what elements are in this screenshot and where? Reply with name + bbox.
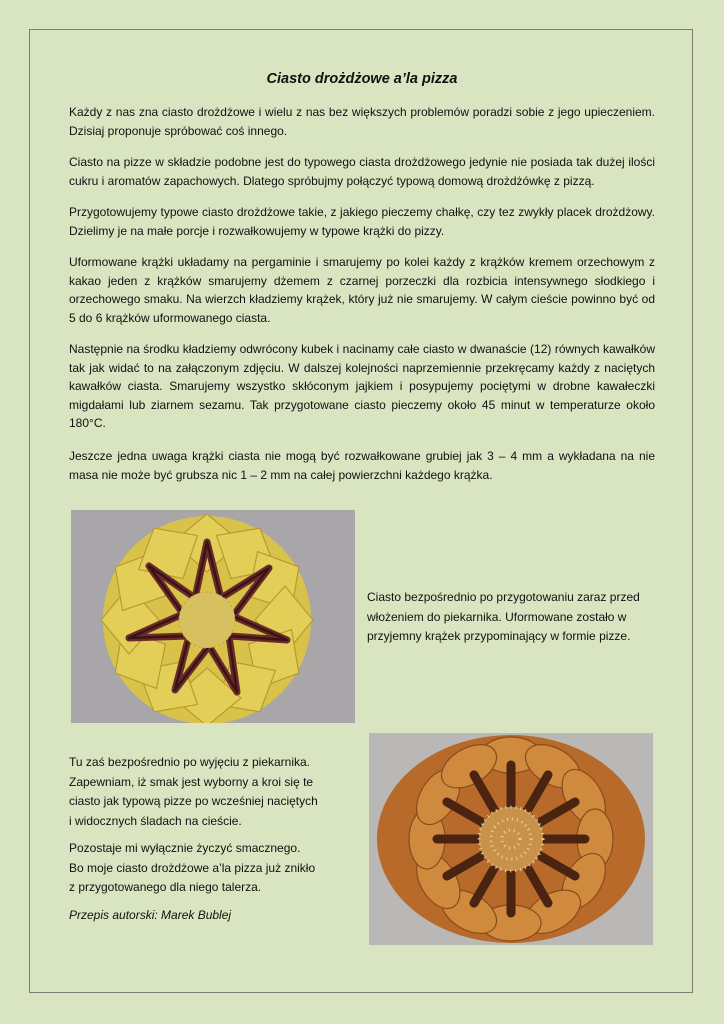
caption-line: włożeniem do piekarnika. Uformowane zostało w (367, 609, 627, 624)
paragraph-intro: Każdy z nas zna ciasto drożdżowe i wielu z nas bez większych problemów poradzi sobie z jego upieczeniem. Dzisiaj proponuje spróbować coś innego. (69, 105, 655, 138)
closing-line: Pozostaje mi wyłącznie życzyć smacznego. (69, 841, 301, 855)
caption-line: przyjemny krążek przypominający w formie pizze. (367, 629, 631, 643)
paragraph-note: Jeszcze jedna uwaga krążki ciasta nie mogą być rozwałkowane grubiej jak 3 – 4 mm a wykładana na nie masa nie może być grubsza nic 1 – 2 mm na całej powierzchni każdego krążka. (69, 449, 655, 482)
caption-after-baking (69, 753, 359, 831)
page-title: Ciasto drożdżowe a’la pizza (266, 71, 458, 87)
caption-line: ciasto jak typową pizze po wcześniej naciętych (69, 794, 318, 808)
caption-before-baking (367, 588, 667, 647)
caption-line: Ciasto bezpośrednio po przygotowaniu zaraz przed (367, 590, 640, 604)
paragraph-cutting: Następnie na środku kładziemy odwrócony kubek i nacinamy całe ciasto w dwanaście (12) równych kawałków tak jak widać to na załączonym zdjęciu. W dalszej kolejności naprzemiennie przekręcamy każdy z naciętych kawałków ciasta. Smarujemy wszystko skłóconym jajkiem i posypujemy pociętymi w drobne kawałeczki migdałami lub ziarnem sezamu. Tak przygotowane ciasto pieczemy około 45 minut w temperaturze około 180°C. (69, 342, 655, 431)
paragraph-layers: Uformowane krążki układamy na pergaminie i smarujemy po kolei każdy z krążków kremem orzechowym z kakao jeden z krążków smarujemy dżemem z czarnej porzeczki dla rozbicia intensywnego słodkiego i orzechowego smaku. Na wierzch kładziemy krążek, który już nie smarujemy. W całym cieście powinno być od 5 do 6 krążków uformowanego ciasta. (69, 255, 655, 325)
closing-line: Bo moje ciasto drożdżowe a’la pizza już znikło (69, 860, 316, 875)
photo-after-baking (369, 733, 653, 945)
paragraph-dough: Przygotowujemy typowe ciasto drożdżowe takie, z jakiego pieczemy chałkę, czy tez zwykły placek drożdżowy. Dzielimy je na małe porcje i rozwałkowujemy w typowe krążki do pizzy. (69, 205, 655, 238)
author-credit: Przepis autorski: Marek Bublej (69, 908, 232, 922)
closing-line: z przygotowanego dla niego talerza. (69, 880, 262, 894)
caption-line: i widocznych śladach na cieście. (69, 813, 242, 828)
caption-line: Tu zaś bezpośrednio po wyjęciu z piekarnika. (69, 755, 311, 769)
closing-text (69, 839, 359, 898)
caption-line: Zapewniam, iż smak jest wyborny a kroi się te (69, 774, 314, 789)
paragraph-composition: Ciasto na pizze w składzie podobne jest do typowego ciasta drożdżowego jedynie nie posiada tak dużej ilości cukru i aromatów zapachowych. Dlatego spróbujmy połączyć typową domową drożdżówkę z pizzą. (69, 155, 655, 188)
photo-before-baking (71, 510, 355, 723)
